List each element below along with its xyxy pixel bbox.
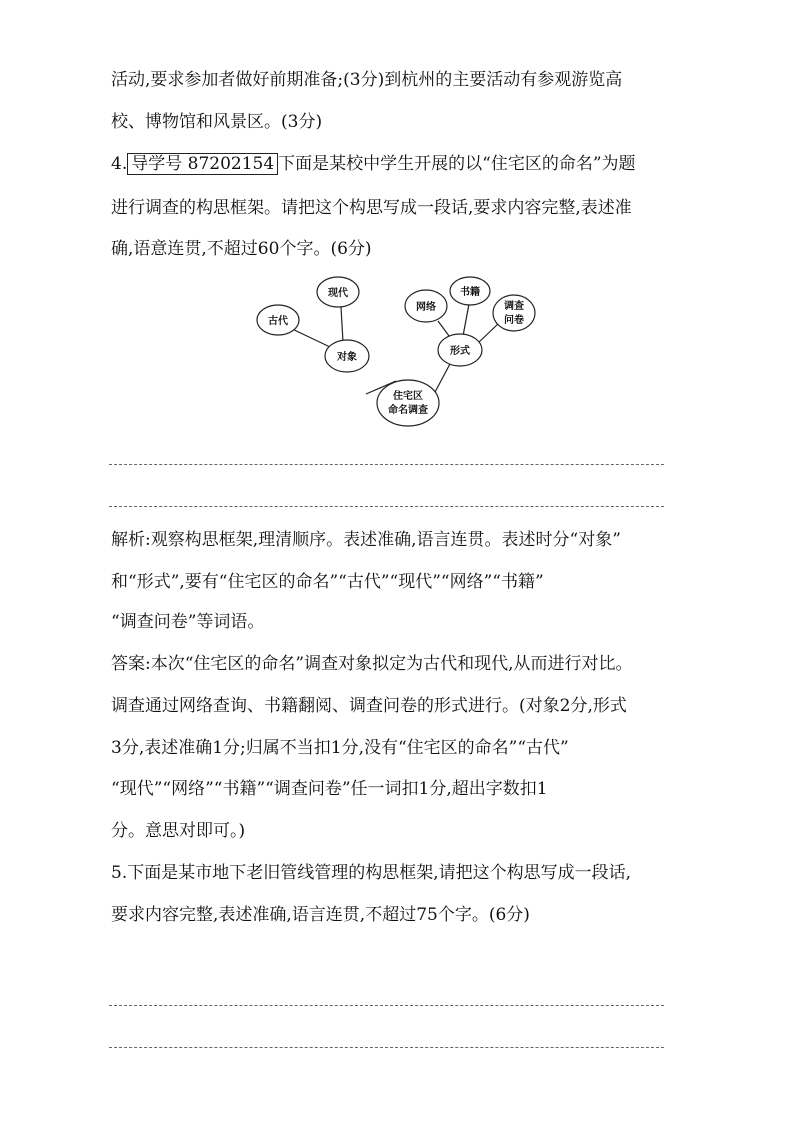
connector-form-books	[463, 304, 469, 336]
connector-object-modern	[341, 307, 343, 342]
svg-text:对象: 对象	[337, 352, 357, 363]
answer-line-1	[109, 464, 664, 465]
question-4-text: 下面是某校中学生开展的以“住宅区的命名”为题	[278, 154, 636, 174]
answer-text-line-2: 调查通过网络查询、书籍翻阅、调查问卷的形式进行。(对象2分,形式	[111, 696, 627, 716]
answer-line-4	[109, 1047, 664, 1048]
text-line-2: 校、博物馆和风景区。(3分)	[111, 112, 323, 132]
answer-text-line-4: “现代”“网络”“书籍”“调查问卷”任一词扣1分,超出字数扣1	[111, 779, 548, 799]
analysis-line-3: “调查问卷”等词语。	[111, 612, 265, 632]
node-center	[377, 380, 439, 426]
text-line-4: 进行调查的构思框架。请把这个构思写成一段话,要求内容完整,表述准	[111, 198, 632, 218]
node-survey	[493, 295, 535, 331]
svg-text:住宅区: 住宅区	[393, 391, 423, 402]
text-line-1: 活动,要求参加者做好前期准备;(3分)到杭州的主要活动有参观游览高	[111, 70, 623, 90]
answer-line-3	[109, 1005, 664, 1006]
question-5-line-1: 5.下面是某市地下老旧管线管理的构思框架,请把这个构思写成一段话,	[111, 863, 632, 883]
answer-text-line-3: 3分,表述准确1分;归属不当扣1分,没有“住宅区的命名”“古代”	[111, 738, 569, 758]
question-5-line-2: 要求内容完整,表述准确,语言连贯,不超过75个字。(6分)	[111, 905, 530, 925]
node-ancient	[257, 305, 299, 335]
text-line-5: 确,语意连贯,不超过60个字。(6分)	[111, 239, 372, 259]
answer-text-line-1: 答案:本次“住宅区的命名”调查对象拟定为古代和现代,从而进行对比。	[111, 654, 633, 674]
svg-text:调查: 调查	[504, 301, 524, 312]
svg-text:古代: 古代	[268, 316, 288, 327]
svg-text:现代: 现代	[328, 288, 348, 299]
svg-text:网络: 网络	[416, 302, 436, 313]
answer-text-line-5: 分。意思对即可。)	[111, 821, 246, 841]
question-4-line	[111, 152, 636, 176]
connector-center-form	[434, 362, 451, 394]
analysis-line-2: 和“形式”,要有“住宅区的命名”“古代”“现代”“网络”“书籍”	[111, 572, 544, 592]
svg-text:命名调查: 命名调查	[388, 405, 428, 416]
guide-number-box: 导学号 87202154	[127, 153, 278, 175]
answer-line-2	[109, 506, 664, 507]
svg-text:书籍: 书籍	[460, 287, 480, 298]
concept-framework-diagram	[250, 272, 550, 432]
node-modern	[317, 277, 359, 307]
svg-text:形式: 形式	[450, 346, 470, 357]
node-books	[450, 277, 490, 305]
node-object	[325, 340, 369, 372]
question-4-number: 4.	[111, 154, 128, 174]
svg-text:问卷: 问卷	[504, 315, 524, 326]
node-network	[405, 290, 447, 322]
connector-form-survey	[477, 323, 499, 344]
node-form	[438, 334, 482, 366]
analysis-line-1: 解析:观察构思框架,理清顺序。表述准确,语言连贯。表述时分“对象”	[111, 530, 621, 550]
